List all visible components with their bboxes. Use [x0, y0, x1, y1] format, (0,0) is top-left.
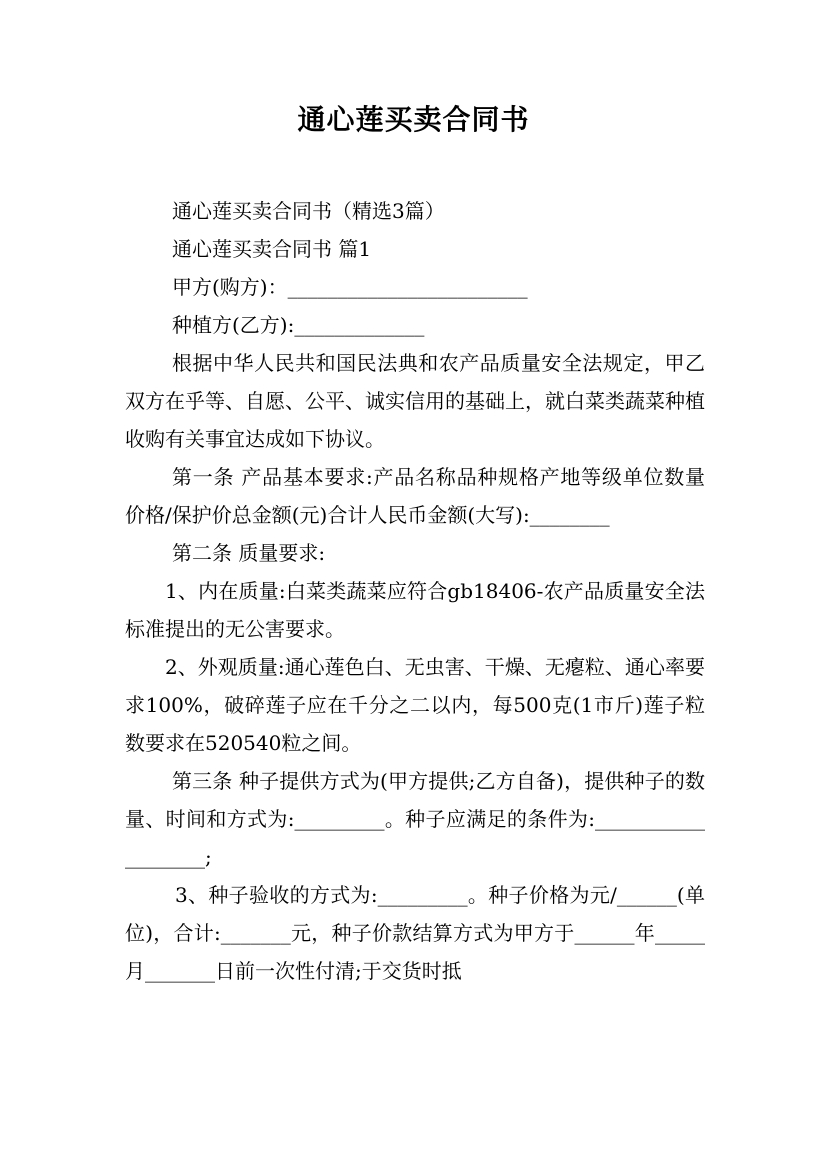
paragraph-appearance-quality: 2、外观质量:通心莲色白、无虫害、干燥、无瘪粒、通心率要求100%，破碎莲子应在千分之二以内，每500克(1市斤)莲子粒数要求在520540粒之间。: [125, 655, 705, 755]
paragraph-article-2: 第二条 质量要求:: [172, 541, 326, 565]
paragraph-subtitle: 通心莲买卖合同书（精选3篇）: [172, 199, 445, 223]
paragraph-party-b: 种植方(乙方):_____________: [172, 313, 425, 337]
paragraph-party-a: 甲方(购方)：________________________: [172, 275, 528, 299]
paragraph-section-heading: 通心莲买卖合同书 篇1: [172, 237, 372, 261]
paragraph-internal-quality: 1、内在质量:白菜类蔬菜应符合gb18406-农产品质量安全法标准提出的无公害要求。: [125, 579, 705, 641]
document-title: 通心莲买卖合同书: [297, 103, 530, 136]
paragraph-preamble: 根据中华人民共和国民法典和农产品质量安全法规定，甲乙双方在乎等、自愿、公平、诚实信用的基础上，就白菜类蔬菜种植收购有关事宜达成如下协议。: [125, 351, 705, 451]
paragraph-seed-inspection: 3、种子验收的方式为:_________。种子价格为元/______(单位)，合计:_______元，种子价款结算方式为甲方于______年_____月_______日前一次性付清;于交货时抵: [125, 883, 705, 983]
document-body: [125, 192, 705, 990]
paragraph-article-3: 第三条 种子提供方式为(甲方提供;乙方自备)，提供种子的数量、时间和方式为:_________。种子应满足的条件为:___________________;: [125, 769, 705, 869]
paragraph-article-1: 第一条 产品基本要求:产品名称品种规格产地等级单位数量价格/保护价总金额(元)合计人民币金额(大写):________: [125, 465, 705, 527]
